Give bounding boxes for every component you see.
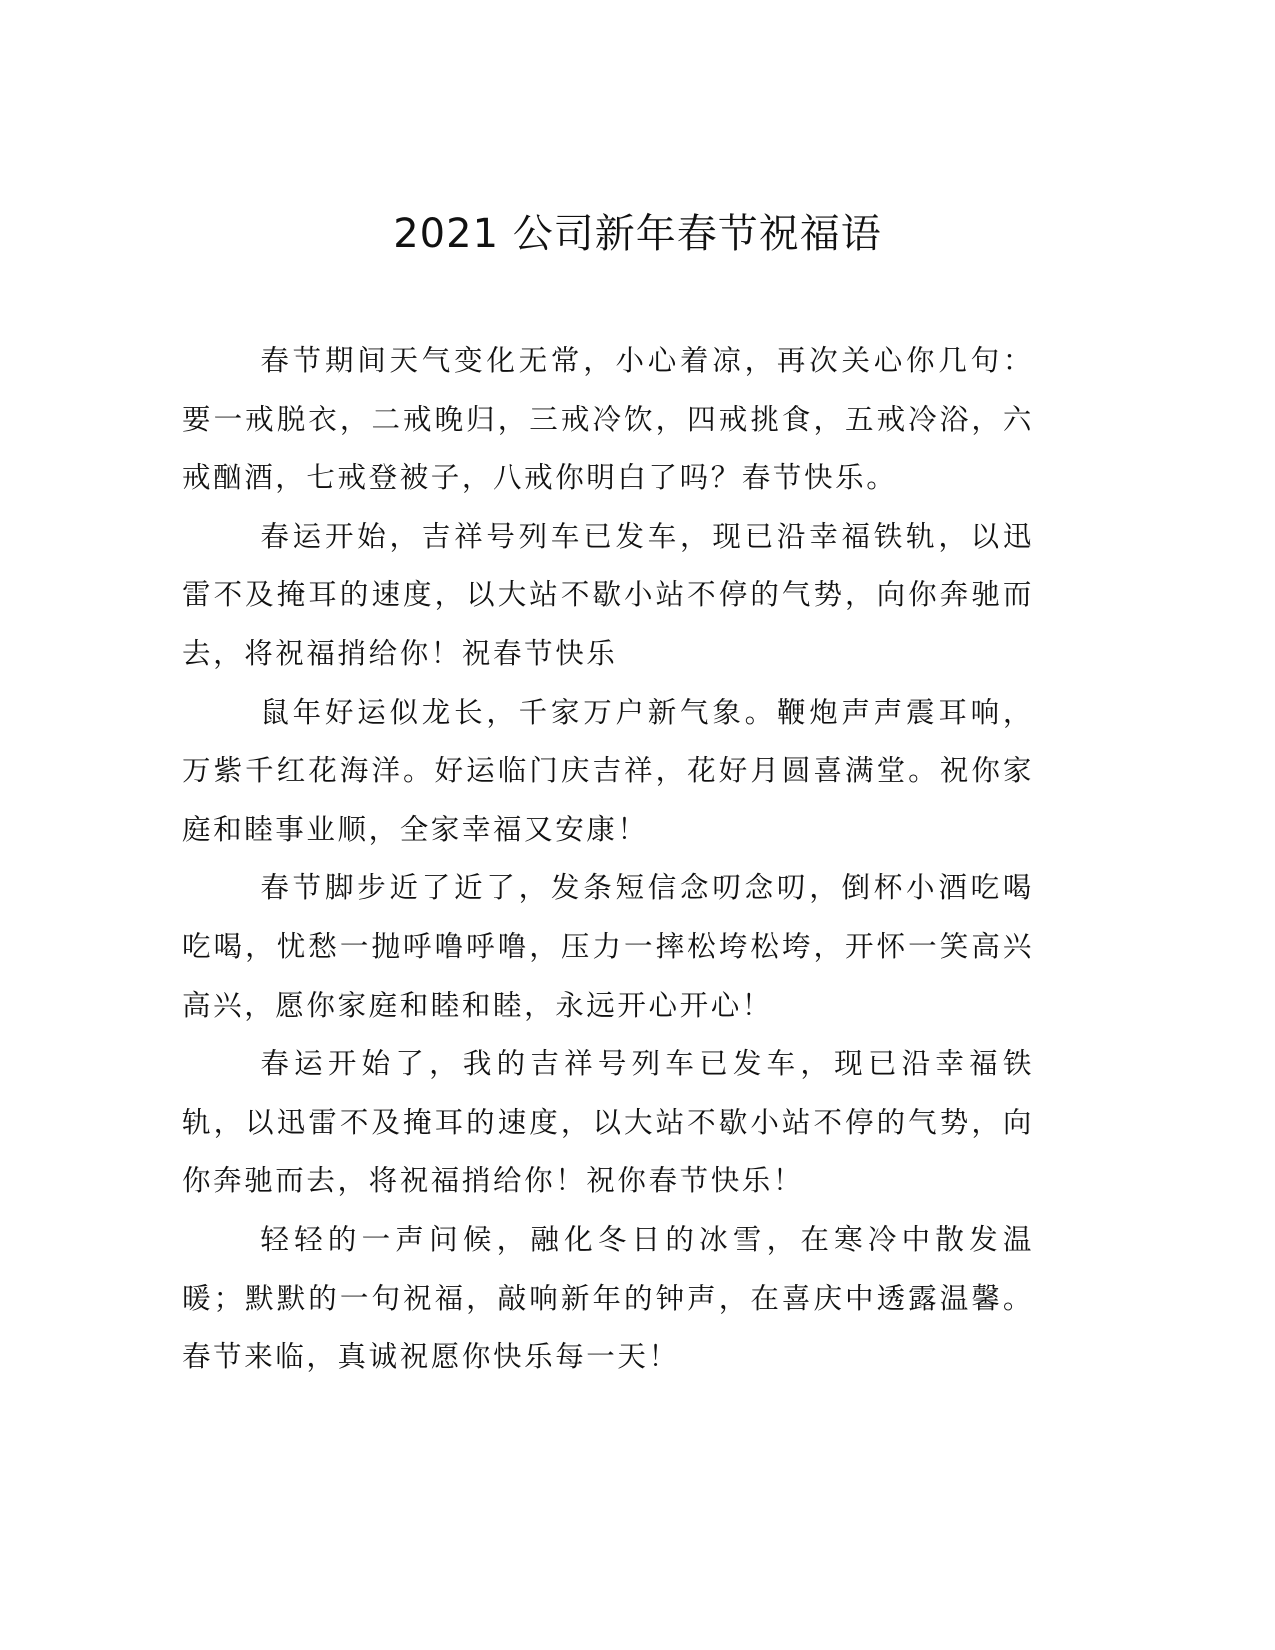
paragraph-6: 轻轻的一声问候，融化冬日的冰雪，在寒冷中散发温暖；默默的一句祝福，敲响新年的钟声，在喜庆中透露温馨。春节来临，真诚祝愿你快乐每一天！ — [182, 1222, 1034, 1374]
paragraph-3: 鼠年好运似龙长，千家万户新气象。鞭炮声声震耳响，万紫千红花海洋。好运临门庆吉祥，花好月圆喜满堂。祝你家庭和睦事业顺，全家幸福又安康！ — [182, 695, 1034, 846]
document-title: 2021 公司新年春节祝福语 — [393, 211, 882, 257]
paragraph-1: 春节期间天气变化无常，小心着凉，再次关心你几句：要一戒脱衣，二戒晚归，三戒冷饮，四戒挑食，五戒冷浴，六戒酗酒，七戒登被子，八戒你明白了吗？春节快乐。 — [182, 344, 1034, 495]
paragraph-2: 春运开始，吉祥号列车已发车，现已沿幸福铁轨，以迅雷不及掩耳的速度，以大站不歇小站不停的气势，向你奔驰而去，将祝福捎给你！祝春节快乐 — [182, 519, 1034, 670]
paragraph-4: 春节脚步近了近了，发条短信念叨念叨，倒杯小酒吃喝吃喝，忧愁一抛呼噜呼噜，压力一摔松垮松垮，开怀一笑高兴高兴，愿你家庭和睦和睦，永远开心开心！ — [182, 871, 1034, 1022]
document-body — [182, 332, 1034, 1387]
paragraph-5: 春运开始了，我的吉祥号列车已发车，现已沿幸福铁轨，以迅雷不及掩耳的速度，以大站不歇小站不停的气势，向你奔驰而去，将祝福捎给你！祝你春节快乐！ — [182, 1047, 1034, 1198]
